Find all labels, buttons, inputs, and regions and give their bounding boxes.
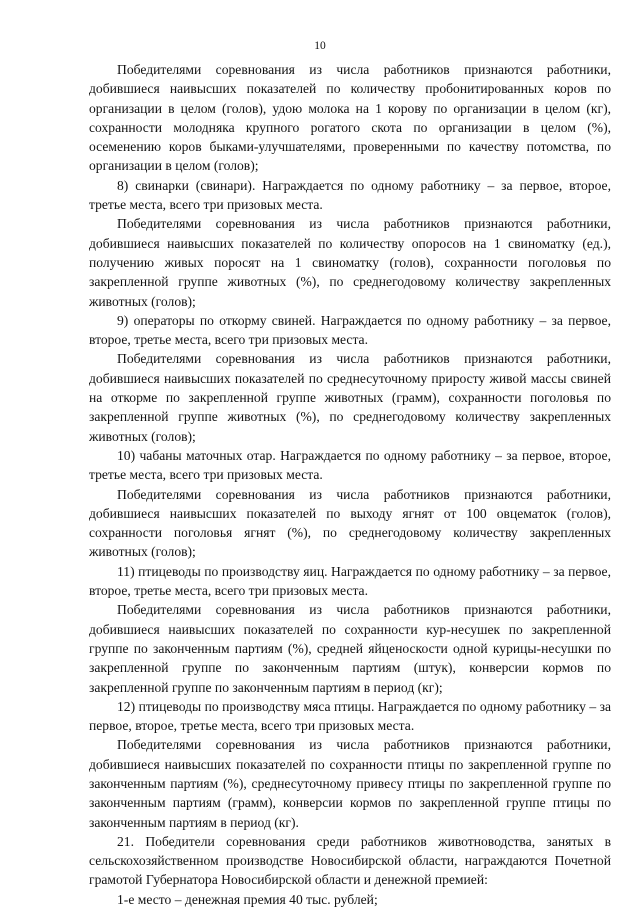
page-number: 10: [314, 40, 326, 52]
paragraph-egg-poultry-farmers: 11) птицеводы по производству яиц. Награждается по одному работнику – за первое, второе, третье места, всего три призовых места.: [89, 563, 611, 599]
paragraph-pig-fattening-operators: 9) операторы по откорму свиней. Награждается по одному работнику – за первое, второе, третье места, всего три призовых места.: [89, 312, 611, 348]
paragraph-first-place-prize: 1-е место – денежная премия 40 тыс. рублей;: [117, 891, 378, 907]
paragraph-shepherds: 10) чабаны маточных отар. Награждается по одному работнику – за первое, второе, третье места, всего три призовых места.: [89, 447, 611, 483]
document-body: [89, 60, 611, 909]
paragraph-winners-egg-poultry-criteria: Победителями соревнования из числа работников признаются работники, добившиеся наивысших показателей по сохранности кур-несушек по закрепленной группе по законченным партиям (%), средней яйценоскости одной курицы-несушки по закрепленной группе по законченным партиям (штук), конверсии кормов по закрепленной группе по законченным партиям в период (кг);: [89, 602, 611, 695]
paragraph-pig-keepers: 8) свинарки (свинари). Награждается по одному работнику – за первое, второе, третье места, всего три призовых места.: [89, 177, 611, 213]
paragraph-winners-cattle-criteria: Победителями соревнования из числа работников признаются работники, добившиеся наивысших показателей по количеству пробонитированных коров по организации в целом (голов), удою молока на 1 корову по организации в целом (кг), сохранности молодняка крупного рогатого скота по организации в целом (%), осеменению коров быками-улучшателями, проверенными по качеству потомства, по организации в целом (голов);: [89, 62, 611, 174]
paragraph-winners-pig-fattening-criteria: Победителями соревнования из числа работников признаются работники, добившиеся наивысших показателей по среднесуточному приросту живой массы свиней на откорме по закрепленной группе животных (грамм), сохранности поголовья по закрепленной группе животных (%), по среднегодовому количеству закрепленных животных (голов);: [89, 351, 611, 444]
paragraph-winners-pig-keepers-criteria: Победителями соревнования из числа работников признаются работники, добившиеся наивысших показателей по количеству опоросов на 1 свиноматку (ед.), получению живых поросят на 1 свиноматку (голов), сохранности поголовья по закрепленной группе животных (%), по среднегодовому количеству закрепленных животных (голов);: [89, 216, 611, 309]
paragraph-winners-meat-poultry-criteria: Победителями соревнования из числа работников признаются работники, добившиеся наивысших показателей по сохранности птицы по закрепленной группе по законченным партиям (%), среднесуточному привесу птицы по закрепленной группе по законченным партиям (грамм), конверсии кормов по закрепленной группе птицы по законченным партиям в период (кг).: [89, 737, 611, 830]
paragraph-meat-poultry-farmers: 12) птицеводы по производству мяса птицы. Награждается по одному работнику – за первое, второе, третье места, всего три призовых места.: [89, 698, 611, 734]
paragraph-winners-shepherds-criteria: Победителями соревнования из числа работников признаются работники, добившиеся наивысших показателей по выходу ягнят от 100 овцематок (голов), сохранности поголовья ягнят (%), по среднегодовому количеству закрепленных животных (голов);: [89, 486, 611, 560]
paragraph-clause-21-awards: 21. Победители соревнования среди работников животноводства, занятых в сельскохозяйственном производстве Новосибирской области, награждаются Почетной грамотой Губернатора Новосибирской области и денежной премией:: [89, 833, 611, 888]
